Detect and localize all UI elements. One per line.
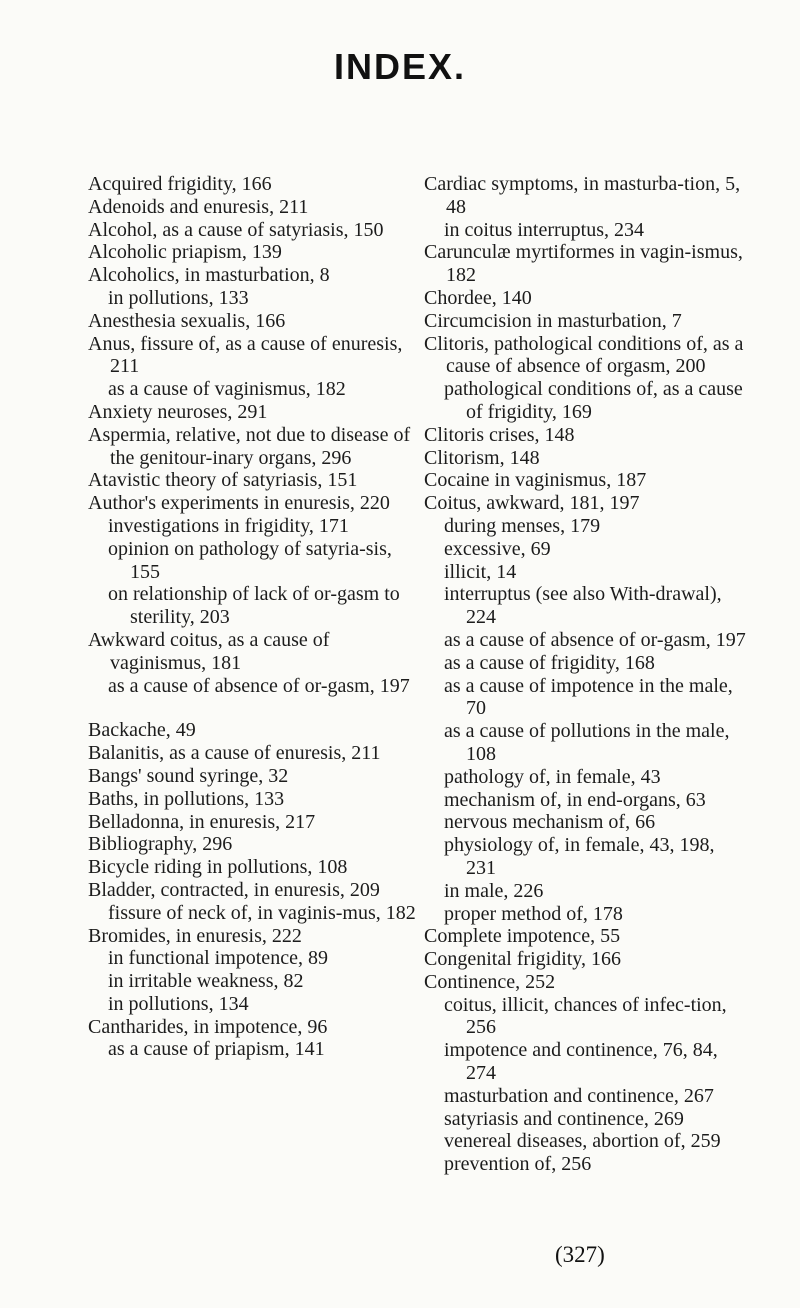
index-entry: Congenital frigidity, 166 [424,948,622,971]
index-subentry: satyriasis and continence, 269 [444,1107,684,1130]
index-subentry: mechanism of, in end-organs, 63 [444,788,706,811]
index-entry: Adenoids and enuresis, 211 [88,195,309,218]
index-subentry: as a cause of vaginismus, 182 [108,378,346,401]
index-entry: Clitorism, 148 [424,446,540,469]
index-subentry: in coitus interruptus, 234 [444,218,644,241]
index-entry: Backache, 49 [88,719,196,742]
index-entry: Carunculæ myrtiformes in vagin-ismus, 182 [424,241,743,287]
index-column-right [424,173,746,1176]
index-subentry: coitus, illicit, chances of infec-tion, 256 [444,993,727,1039]
index-entry: Clitoris crises, 148 [424,423,575,446]
index-entry: Bromides, in enuresis, 222 [88,924,302,947]
index-entry: Bibliography, 296 [88,833,233,856]
index-subentry: investigations in frigidity, 171 [108,514,349,537]
index-entry: Belladonna, in enuresis, 217 [88,810,316,833]
index-subentry: impotence and continence, 76, 84, 274 [444,1039,718,1085]
index-subentry: physiology of, in female, 43, 198, 231 [444,834,715,879]
index-entry: Clitoris, pathological conditions of, as a cause of absence of orgasm, 200 [424,332,744,378]
index-entry: Awkward coitus, as a cause of vaginismus, 181 [88,628,330,674]
index-subentry: excessive, 69 [444,537,551,560]
index-subentry: pathology of, in female, 43 [444,765,661,788]
index-entry: Circumcision in masturbation, 7 [424,309,682,332]
index-entry: Alcoholics, in masturbation, 8 [88,264,330,287]
index-entry: Acquired frigidity, 166 [88,173,272,195]
index-entry: Alcoholic priapism, 139 [88,241,282,264]
index-subentry: pathological conditions of, as a cause of frigidity, 169 [444,378,743,423]
section-gap [88,697,418,719]
page-title: INDEX. [333,46,467,87]
index-subentry: fissure of neck of, in vaginis-mus, 182 [108,901,416,924]
index-entry: Baths, in pollutions, 133 [88,787,285,810]
index-entry: Aspermia, relative, not due to disease of the genitour-inary organs, 296 [88,423,411,469]
index-subentry: as a cause of absence of or-gasm, 197 [108,674,410,697]
index-entry: Chordee, 140 [424,286,532,309]
index-entry: Atavistic theory of satyriasis, 151 [88,469,358,492]
index-entry: Anxiety neuroses, 291 [88,400,268,423]
index-entry: Continence, 252 [424,970,556,993]
index-subentry: masturbation and continence, 267 [444,1084,714,1107]
index-subentry: opinion on pathology of satyria-sis, 155 [108,537,392,583]
page-number: (327) [555,1242,605,1267]
index-subentry: in pollutions, 133 [108,286,249,309]
index-subentry: proper method of, 178 [444,902,623,925]
index-entry: Anesthesia sexualis, 166 [88,309,286,332]
index-entry: Alcohol, as a cause of satyriasis, 150 [88,218,384,241]
index-subentry: in pollutions, 134 [108,992,249,1015]
index-subentry: nervous mechanism of, 66 [444,811,656,834]
index-subentry: prevention of, 256 [444,1153,592,1176]
index-subentry: in functional impotence, 89 [108,947,328,970]
index-subentry: as a cause of pollutions in the male, 108 [444,720,730,765]
index-entry: Bladder, contracted, in enuresis, 209 [88,878,380,901]
index-entry: Cocaine in vaginismus, 187 [424,469,647,492]
index-entry: Cantharides, in impotence, 96 [88,1015,328,1038]
index-subentry: venereal diseases, abortion of, 259 [444,1130,721,1153]
index-entry: Balanitis, as a cause of enuresis, 211 [88,742,381,765]
index-subentry: as a cause of absence of or-gasm, 197 [444,628,746,651]
index-subentry: in male, 226 [444,879,544,902]
index-entry: Bicycle riding in pollutions, 108 [88,856,348,879]
index-entry: Cardiac symptoms, in masturba-tion, 5, 48 [424,173,741,218]
index-subentry: on relationship of lack of or-gasm to sterility, 203 [108,583,400,629]
index-subentry: as a cause of priapism, 141 [108,1038,325,1061]
index-subentry: during menses, 179 [444,514,601,537]
index-subentry: illicit, 14 [444,560,517,583]
index-subentry: as a cause of frigidity, 168 [444,651,655,674]
index-entry: Complete impotence, 55 [424,925,621,948]
index-entry: Bangs' sound syringe, 32 [88,764,289,787]
index-column-left [88,173,418,1061]
index-entry: Author's experiments in enuresis, 220 [88,492,390,515]
index-subentry: in irritable weakness, 82 [108,970,304,993]
index-subentry: as a cause of impotence in the male, 70 [444,674,733,720]
index-subentry: interruptus (see also With-drawal), 224 [444,583,722,629]
index-entry: Anus, fissure of, as a cause of enuresis, 211 [88,332,403,378]
index-entry: Coitus, awkward, 181, 197 [424,492,640,515]
